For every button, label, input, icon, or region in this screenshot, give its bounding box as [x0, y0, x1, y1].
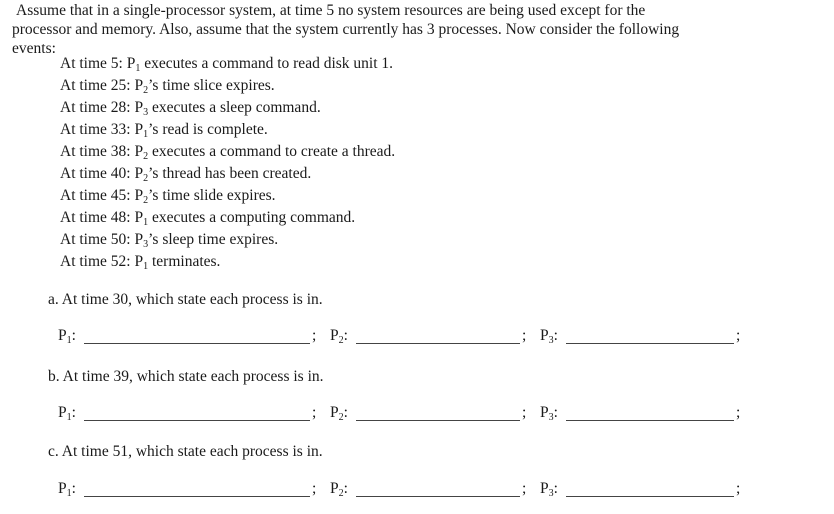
event-prefix: At time 52: P — [60, 253, 144, 270]
separator: ; — [522, 480, 527, 497]
p2-label: $P_2$: — [330, 327, 348, 346]
p3-answer-blank[interactable] — [566, 496, 734, 497]
p2-answer-blank[interactable] — [356, 343, 520, 344]
event-list — [60, 55, 395, 275]
event-process-sub: 1 — [143, 261, 149, 272]
event-prefix: At time 38: P — [60, 143, 144, 160]
p1-answer-blank[interactable] — [84, 343, 310, 344]
event-text: executes a command to read disk unit 1. — [140, 55, 394, 72]
event-text: executes a computing command. — [148, 209, 356, 226]
event-item — [60, 253, 395, 275]
event-process-sub: 1 — [143, 129, 149, 140]
p1-answer-blank[interactable] — [84, 420, 310, 421]
event-process-sub: 2 — [143, 151, 149, 162]
event-text: ’s time slice expires. — [148, 77, 275, 94]
event-text: executes a command to create a thread. — [148, 143, 396, 160]
event-prefix: At time 40: P — [60, 165, 144, 182]
event-prefix: At time 50: P — [60, 231, 144, 248]
p2-answer-blank[interactable] — [356, 496, 520, 497]
intro-line-3: events: — [12, 40, 56, 57]
p1-label: $P_1$: — [58, 480, 76, 499]
event-prefix: At time 45: P — [60, 187, 144, 204]
event-item — [60, 209, 395, 231]
separator: ; — [736, 480, 741, 497]
p3-label: $P_3$: — [540, 480, 558, 499]
event-process-sub: 2 — [143, 173, 149, 184]
event-process-sub: 2 — [143, 85, 149, 96]
event-text: terminates. — [148, 253, 221, 270]
separator: ; — [312, 480, 317, 497]
question-b: b. At time 39, which state each process is in. — [48, 368, 324, 385]
event-item — [60, 99, 395, 121]
event-prefix: At time 48: P — [60, 209, 144, 226]
event-text: ’s read is complete. — [148, 121, 268, 138]
event-text: ’s thread has been created. — [148, 165, 312, 182]
event-process-sub: 1 — [143, 217, 149, 228]
p3-answer-blank[interactable] — [566, 420, 734, 421]
event-item — [60, 143, 395, 165]
event-item — [60, 121, 395, 143]
event-process-sub: 3 — [143, 239, 149, 250]
event-item — [60, 165, 395, 187]
answer-row-c — [58, 480, 741, 502]
separator: ; — [736, 404, 741, 421]
p2-label: $P_2$: — [330, 480, 348, 499]
separator: ; — [312, 404, 317, 421]
separator: ; — [736, 327, 741, 344]
event-process-sub: 1 — [135, 63, 141, 74]
event-text: ’s time slide expires. — [148, 187, 276, 204]
p2-answer-blank[interactable] — [356, 420, 520, 421]
separator: ; — [522, 404, 527, 421]
separator: ; — [522, 327, 527, 344]
p1-label: $P_1$: — [58, 327, 76, 346]
answer-row-a — [58, 327, 741, 349]
event-item — [60, 231, 395, 253]
p3-label: $P_3$: — [540, 327, 558, 346]
event-text: ’s sleep time expires. — [148, 231, 279, 248]
p3-label: $P_3$: — [540, 404, 558, 423]
event-item — [60, 55, 395, 77]
event-process-sub: 3 — [143, 107, 149, 118]
question-c: c. At time 51, which state each process is in. — [48, 443, 323, 460]
intro-line-2: processor and memory. Also, assume that the system currently has 3 processes. Now consider the following — [12, 21, 680, 38]
separator: ; — [312, 327, 317, 344]
intro-line-1: Assume that in a single-processor system, at time 5 no system resources are being used except for the — [16, 2, 646, 19]
event-prefix: At time 5: P — [60, 55, 136, 72]
event-text: executes a sleep command. — [148, 99, 321, 116]
event-prefix: At time 25: P — [60, 77, 144, 94]
p3-answer-blank[interactable] — [566, 343, 734, 344]
event-item — [60, 77, 395, 99]
event-item — [60, 187, 395, 209]
problem-intro — [12, 1, 772, 58]
p1-answer-blank[interactable] — [84, 496, 310, 497]
event-prefix: At time 33: P — [60, 121, 144, 138]
event-prefix: At time 28: P — [60, 99, 144, 116]
event-process-sub: 2 — [143, 195, 149, 206]
answer-row-b — [58, 404, 741, 426]
question-a: a. At time 30, which state each process is in. — [48, 291, 323, 308]
p1-label: $P_1$: — [58, 404, 76, 423]
p2-label: $P_2$: — [330, 404, 348, 423]
